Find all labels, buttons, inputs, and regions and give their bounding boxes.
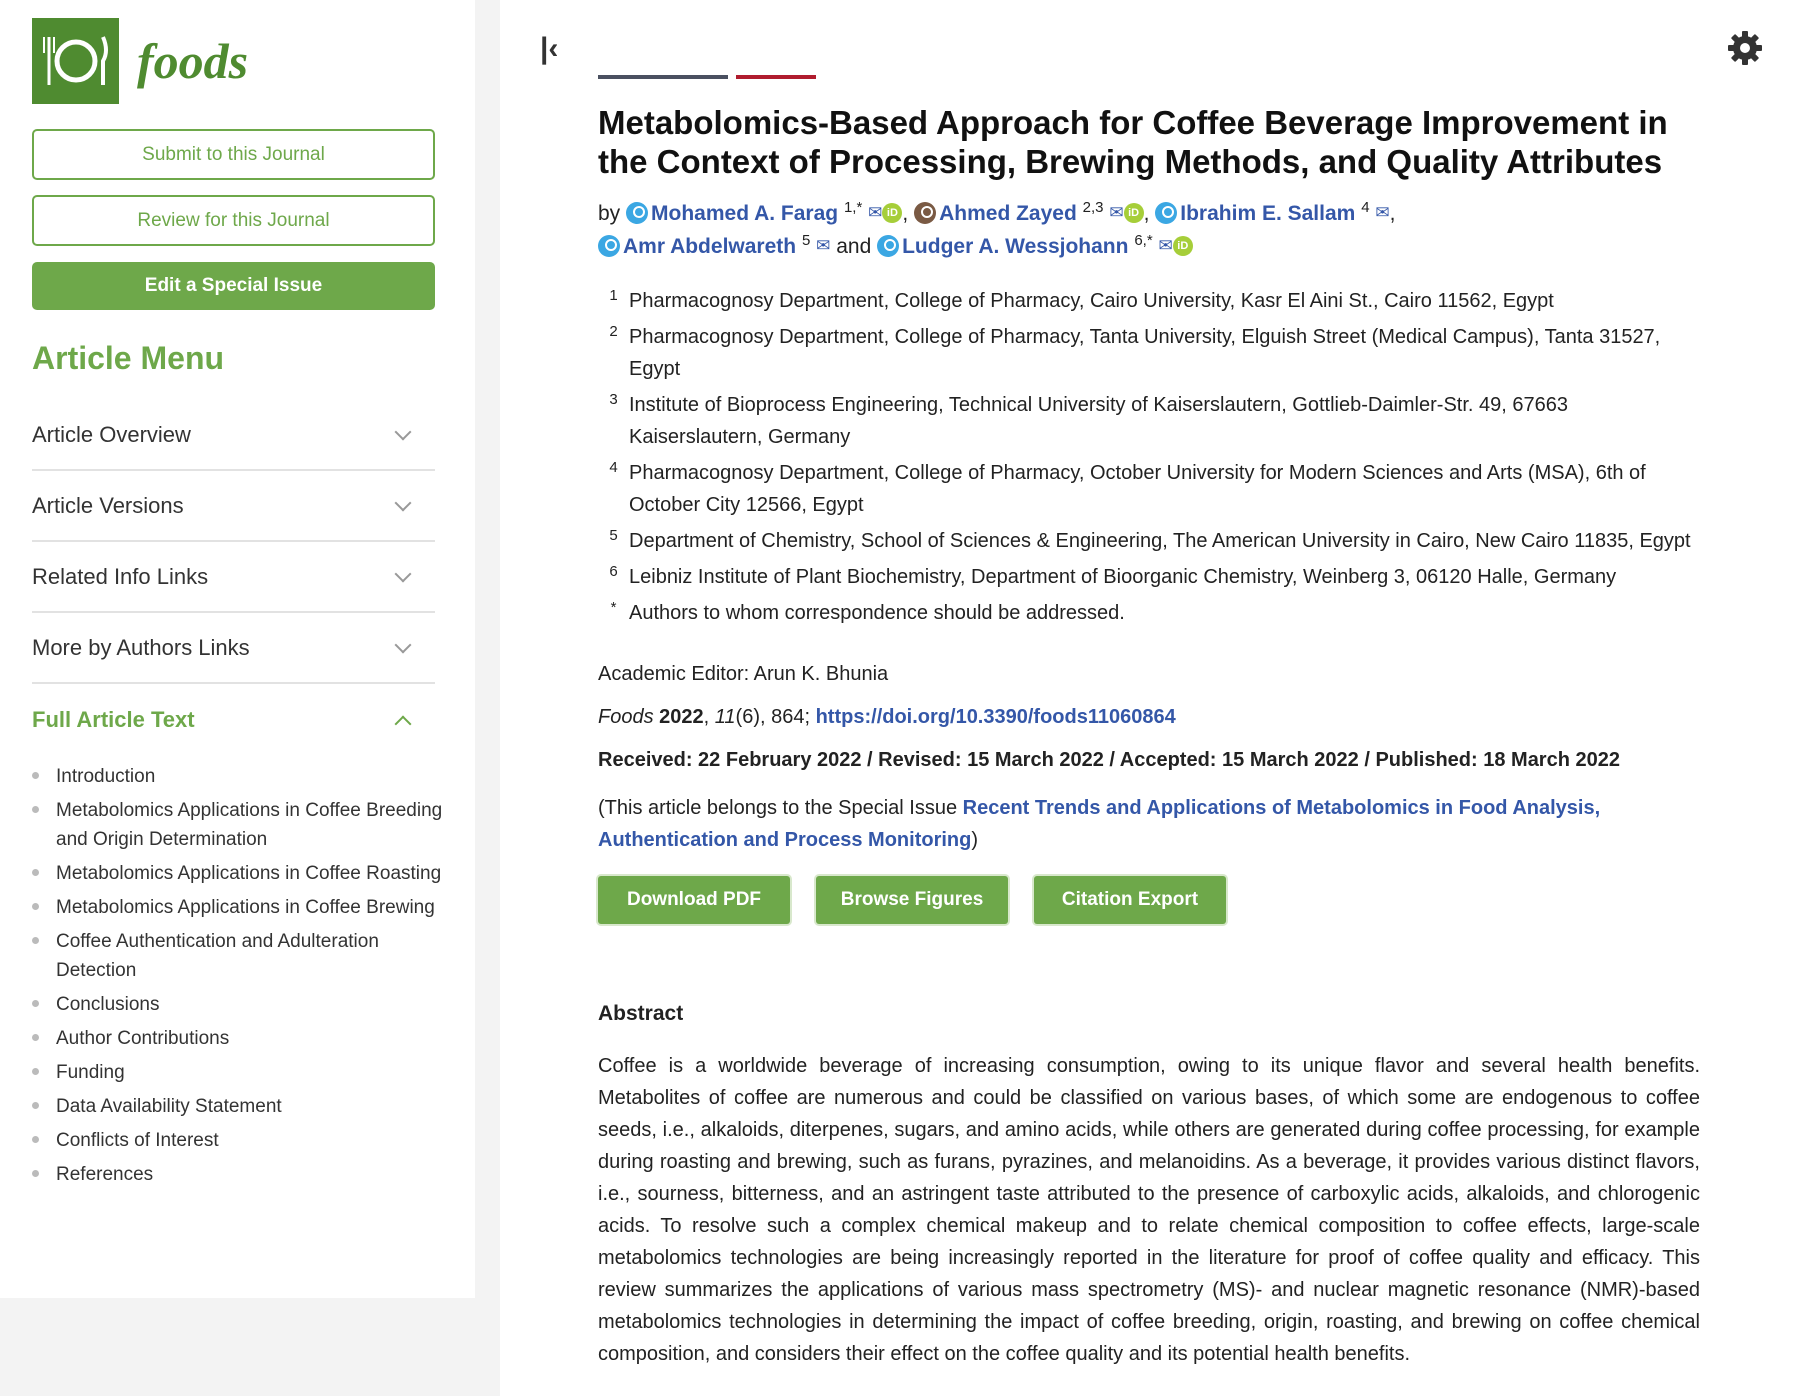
abstract-title: Abstract	[598, 1002, 684, 1025]
doi-link[interactable]: https://doi.org/10.3390/foods11060864	[815, 706, 1176, 728]
toc-item[interactable]: Coffee Authentication and Adulteration Detection	[32, 927, 452, 985]
article-menu-title: Article Menu	[32, 340, 225, 376]
collapse-sidebar-icon[interactable]: |‹	[540, 32, 559, 65]
chevron-down-icon	[395, 565, 412, 582]
toc-item[interactable]: Conclusions	[32, 990, 452, 1019]
toc-item[interactable]: Funding	[32, 1058, 452, 1087]
accordion-article-versions[interactable]	[32, 471, 435, 542]
affiliation: 2 Pharmacognosy Department, College of Pharmacy, Tanta University, Elguish Street (Medical Campus), Tanta 31527, Egypt	[609, 323, 1661, 380]
author-link[interactable]: Ludger A. Wessjohann	[902, 235, 1129, 258]
citation-line: Foods 2022, 11(6), 864; https://doi.org/10.3390/foods11060864	[598, 706, 1176, 728]
accordion-label: Article Versions	[32, 492, 184, 518]
email-icon[interactable]: ✉	[1109, 203, 1124, 222]
orcid-icon[interactable]: iD	[1124, 203, 1144, 223]
accordion-label: Full Article Text	[32, 706, 195, 732]
publication-dates: Received: 22 February 2022 / Revised: 15 March 2022 / Accepted: 15 March 2022 / Published: 18 March 2022	[598, 749, 1620, 771]
accordion-more-by-authors[interactable]	[32, 613, 435, 684]
gear-icon[interactable]	[1725, 28, 1765, 68]
author-link[interactable]: Amr Abdelwareth	[623, 235, 797, 258]
download-pdf-button[interactable]: Download PDF	[598, 876, 790, 924]
person-icon	[626, 202, 648, 224]
table-of-contents	[32, 762, 452, 1194]
author-link[interactable]: Ahmed Zayed	[939, 202, 1077, 225]
toc-item[interactable]: Metabolomics Applications in Coffee Breeding and Origin Determination	[32, 796, 452, 854]
review-button[interactable]: Review for this Journal	[32, 195, 435, 246]
academic-editor: Academic Editor: Arun K. Bhunia	[598, 663, 889, 685]
affiliation: 1 Pharmacognosy Department, College of Pharmacy, Cairo University, Kasr El Aini St., Cairo 11562, Egypt	[609, 287, 1554, 312]
abstract-text: Coffee is a worldwide beverage of increasing consumption, owing to its unique flavor and several health benefits. Metabolites of coffee are numerous and could be classified on various bases, of which some are endogenous to coffee seeds, i.e., alkaloids, diterpenes, sugars, and amino acids, while others are generated during coffee processing, for example during roasting and brewing, such as furans, pyrazines, and melanoidins. As a beverage, it provides various distinct flavors, i.e., sourness, bitterness, and an astringent taste attributed to the presence of carboxylic acids, alkaloids, and chlorogenic acids. To resolve such a complex chemical makeup and to relate chemical composition to coffee effects, large-scale metabolomics technologies are being increasingly reported in the literature for proof of coffee quality and efficacy. This review summarizes the applications of various mass spectrometry (MS)- and nuclear magnetic resonance (NMR)-based metabolomics technologies in determining the impact of coffee breeding, origin, roasting, and brewing on coffee chemical composition, and considers their effect on the coffee quality and its potential health benefits.	[598, 1055, 1700, 1365]
chevron-down-icon	[395, 423, 412, 440]
email-icon[interactable]: ✉	[868, 203, 883, 222]
affiliation: 4 Pharmacognosy Department, College of Pharmacy, October University for Modern Sciences and Arts (MSA), 6th of October City 12566, Egypt	[609, 459, 1646, 516]
article-title: Metabolomics-Based Approach for Coffee Beverage Improvement in the Context of Processing, Brewing Methods, and Quality Attributes	[598, 104, 1668, 180]
journal-logo[interactable]	[32, 18, 248, 104]
affiliation: 5 Department of Chemistry, School of Sciences & Engineering, The American University in Cairo, New Cairo 11835, Egypt	[609, 527, 1691, 552]
submit-button[interactable]: Submit to this Journal	[32, 129, 435, 180]
affiliation: 3 Institute of Bioprocess Engineering, Technical University of Kaiserslautern, Gottlieb-Daimler-Str. 49, 67663 Kaiserslautern, Germany	[609, 391, 1568, 448]
article-actions	[598, 876, 1700, 924]
email-icon[interactable]: ✉	[816, 236, 831, 255]
toc-item[interactable]: Data Availability Statement	[32, 1092, 452, 1121]
chevron-down-icon	[395, 636, 412, 653]
author-link[interactable]: Mohamed A. Farag	[651, 202, 839, 225]
accordion-full-article-text[interactable]	[32, 684, 435, 755]
person-icon	[877, 235, 899, 257]
person-icon	[598, 235, 620, 257]
special-issue-link[interactable]: Recent Trends and Applications of Metabolomics in Food Analysis, Authentication and Process Monitoring	[598, 797, 1601, 851]
chevron-down-icon	[395, 494, 412, 511]
sidebar	[0, 0, 475, 1298]
toc-item[interactable]: Conflicts of Interest	[32, 1126, 452, 1155]
toc-item[interactable]: Author Contributions	[32, 1024, 452, 1053]
toc-item[interactable]: Metabolomics Applications in Coffee Brewing	[32, 893, 452, 922]
accordion-label: Article Overview	[32, 421, 191, 447]
accordion-label: Related Info Links	[32, 563, 209, 589]
header-decoration	[598, 75, 816, 79]
article-main	[500, 0, 1800, 1396]
chevron-up-icon	[395, 715, 412, 732]
author-link[interactable]: Ibrahim E. Sallam	[1180, 202, 1356, 225]
plate-icon	[32, 18, 119, 104]
affiliation: 6 Leibniz Institute of Plant Biochemistry, Department of Bioorganic Chemistry, Weinberg 3, 06120 Halle, Germany	[609, 563, 1617, 588]
author-list: by Mohamed A. Farag $^{1,*}$ ✉ iD , Ahmed Zayed $^{2,3}$ ✉ iD , Ibrahim E. Sallam $^4$ ✉, Amr Abdelwareth $^5$ ✉ and Ludger A. Wessjohann $^{6,*}$ ✉ iD	[598, 197, 1700, 263]
article-content	[598, 103, 1700, 1370]
journal-name: foods	[137, 33, 249, 89]
email-icon[interactable]: ✉	[1375, 203, 1390, 222]
orcid-icon[interactable]: iD	[882, 203, 902, 223]
accordion-article-overview[interactable]	[32, 400, 435, 471]
accordion-label: More by Authors Links	[32, 634, 250, 660]
affiliations	[598, 285, 1700, 629]
accordion-related-info[interactable]	[32, 542, 435, 613]
edit-special-issue-button[interactable]: Edit a Special Issue	[32, 262, 435, 310]
toc-item[interactable]: Introduction	[32, 762, 452, 791]
affiliation: * Authors to whom correspondence should be addressed.	[610, 599, 1125, 624]
person-icon	[1155, 202, 1177, 224]
orcid-icon[interactable]: iD	[1173, 236, 1193, 256]
author-photo-icon	[914, 202, 936, 224]
toc-item[interactable]: Metabolomics Applications in Coffee Roasting	[32, 859, 452, 888]
toc-item[interactable]: References	[32, 1160, 452, 1189]
browse-figures-button[interactable]: Browse Figures	[816, 876, 1008, 924]
email-icon[interactable]: ✉	[1158, 236, 1173, 255]
special-issue-note: (This article belongs to the Special Issue Recent Trends and Applications of Metabolomics in Food Analysis, Authentication and Process Monitoring)	[598, 797, 1601, 851]
citation-export-button[interactable]: Citation Export	[1034, 876, 1226, 924]
